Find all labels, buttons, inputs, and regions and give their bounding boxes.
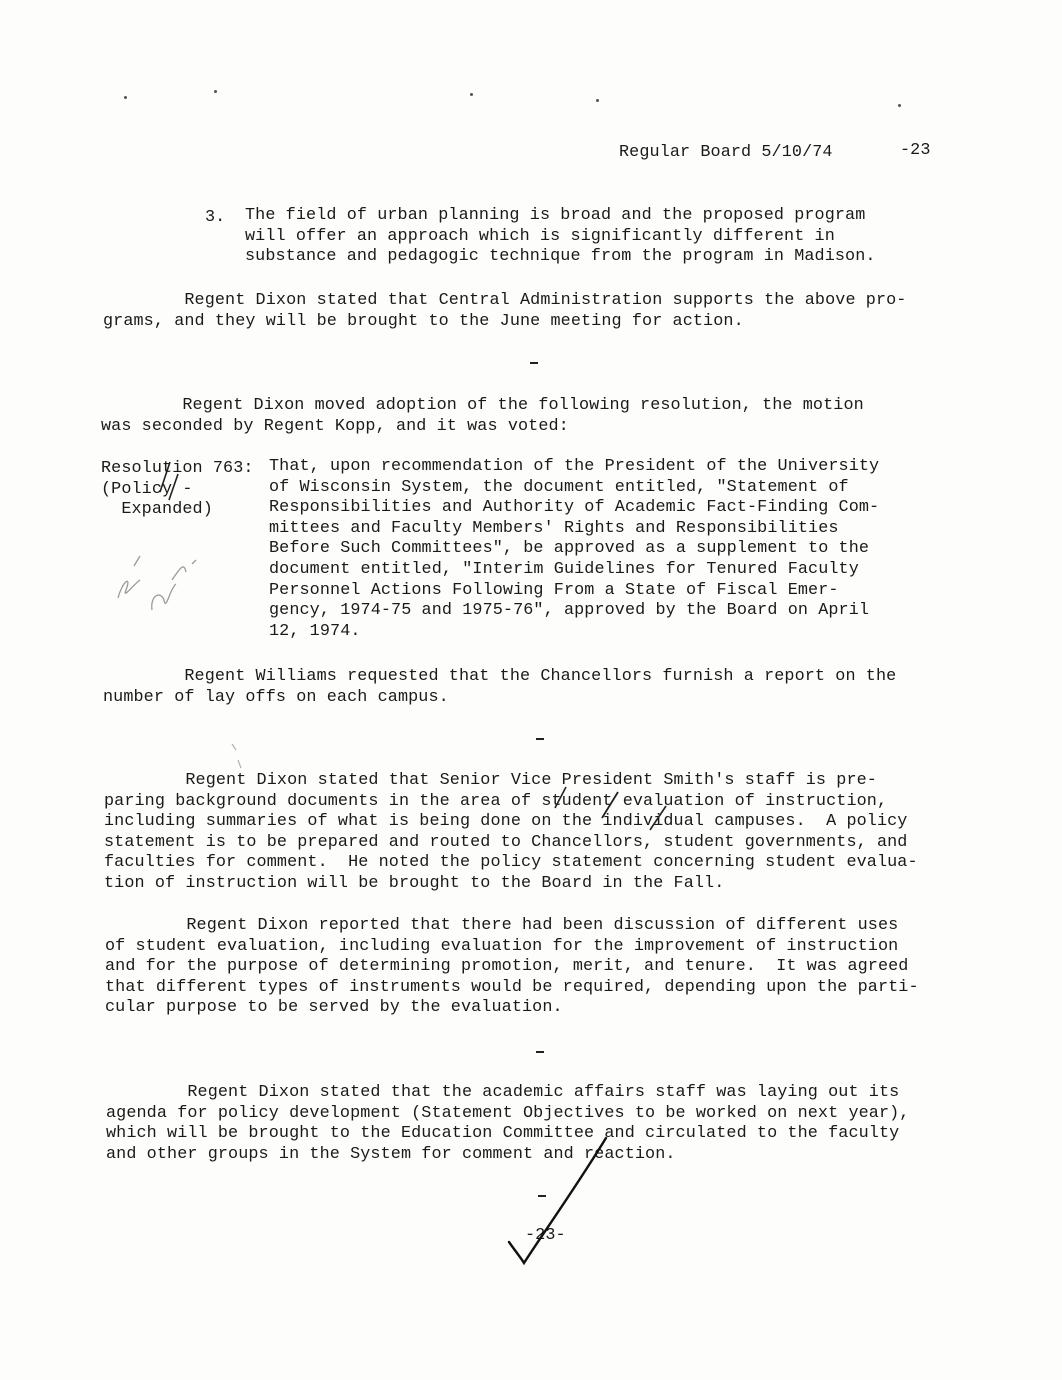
resolution-label xyxy=(101,459,254,521)
text-line: Personnel Actions Following From a State of Fiscal Emer- xyxy=(269,580,839,600)
text-line: (Policy - xyxy=(101,479,193,499)
text-line: of student evaluation, including evaluation for the improvement of instruction xyxy=(105,936,899,956)
text-line: was seconded by Regent Kopp, and it was voted: xyxy=(101,416,569,436)
scan-speck xyxy=(470,93,473,96)
text-line: which will be brought to the Education Committee and circulated to the faculty xyxy=(106,1124,900,1144)
page-header-title: Regular Board 5/10/74 xyxy=(619,143,833,162)
scan-speck xyxy=(898,104,901,107)
text-line: mittees and Faculty Members' Rights and Responsibilities xyxy=(269,518,839,538)
text-line: of Wisconsin System, the document entitled, "Statement of xyxy=(269,477,849,497)
text-line: that different types of instruments would be required, depending upon the parti- xyxy=(105,977,919,997)
text-line: Regent Dixon moved adoption of the following resolution, the motion xyxy=(101,396,864,415)
text-line: agenda for policy development (Statement Objectives to be worked on next year), xyxy=(106,1103,910,1123)
item-3-text xyxy=(245,206,876,268)
text-line: including summaries of what is being done on the individual campuses. A policy xyxy=(104,812,908,832)
section-separator xyxy=(536,1051,544,1053)
pencil-scribble-mark xyxy=(232,744,241,768)
text-line: tion of instruction will be brought to the Board in the Fall. xyxy=(104,873,725,893)
text-line: Responsibilities and Authority of Academic Fact-Finding Com- xyxy=(269,498,880,518)
text-line: Regent Dixon stated that Senior Vice President Smith's staff is pre- xyxy=(104,771,877,790)
scan-speck xyxy=(214,90,217,93)
text-line: cular purpose to be served by the evaluation. xyxy=(105,998,563,1018)
paragraph-agenda xyxy=(106,1083,909,1165)
text-line: The field of urban planning is broad and the proposed program xyxy=(245,206,866,225)
paragraph-motion xyxy=(101,396,864,437)
resolution-text xyxy=(269,457,879,642)
page-footer-number: -23- xyxy=(525,1226,566,1245)
text-line: substance and pedagogic technique from the program in Madison. xyxy=(245,247,876,267)
scan-speck xyxy=(124,96,127,99)
text-line: Resolution 763: xyxy=(101,459,254,478)
text-line: faculties for comment. He noted the policy statement concerning student evalua- xyxy=(104,853,918,873)
text-line: Regent Dixon stated that the academic affairs staff was laying out its xyxy=(106,1083,900,1102)
text-line: 12, 1974. xyxy=(269,621,361,641)
paragraph-support xyxy=(103,291,906,332)
paragraph-evaluation xyxy=(104,771,918,895)
text-line: gency, 1974-75 and 1975-76", approved by the Board on April xyxy=(269,601,870,621)
paragraph-layoffs xyxy=(103,667,896,708)
text-line: document entitled, "Interim Guidelines for Tenured Faculty xyxy=(269,559,859,579)
item-number: 3. xyxy=(205,208,226,227)
text-line: Expanded) xyxy=(101,500,213,520)
text-line: paring background documents in the area of student evaluation of instruction, xyxy=(104,791,888,811)
text-line: That, upon recommendation of the President of the University xyxy=(269,457,880,476)
scan-speck xyxy=(596,99,599,102)
text-line: and for the purpose of determining promotion, merit, and tenure. It was agreed xyxy=(105,957,909,977)
page-header-number: -23 xyxy=(900,141,931,160)
section-separator xyxy=(536,738,544,740)
paragraph-discussion xyxy=(105,916,919,1019)
text-line: and other groups in the System for comment and reaction. xyxy=(106,1144,676,1164)
section-separator xyxy=(538,1195,546,1197)
text-line: will offer an approach which is significantly different in xyxy=(245,226,835,246)
text-line: Before Such Committees", be approved as a supplement to the xyxy=(269,539,870,559)
text-line: Regent Dixon reported that there had been discussion of different uses xyxy=(105,916,899,935)
text-line: statement is to be prepared and routed to Chancellors, student governments, and xyxy=(104,832,908,852)
text-line: grams, and they will be brought to the June meeting for action. xyxy=(103,311,744,331)
text-line: Regent Williams requested that the Chancellors furnish a report on the xyxy=(103,667,897,686)
section-separator xyxy=(530,362,538,364)
text-line: number of lay offs on each campus. xyxy=(103,687,449,707)
pencil-scribble-mark xyxy=(118,556,196,610)
text-line: Regent Dixon stated that Central Administration supports the above pro- xyxy=(103,291,907,310)
